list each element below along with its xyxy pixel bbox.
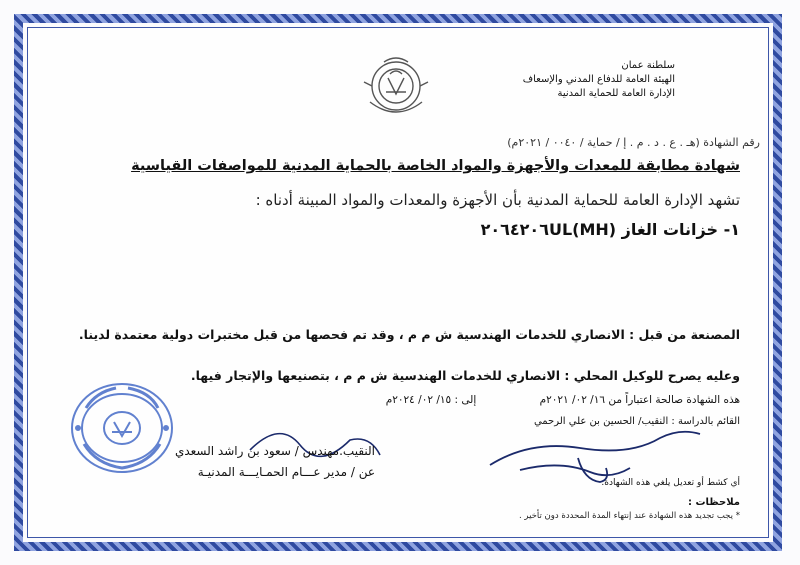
- official-round-stamp-icon: [66, 378, 178, 478]
- agent-statement: وعليه يصرح للوكيل المحلي : الانصاري للخدمات الهندسية ش م م ، بتصنيعها والإتجار فيها.: [190, 368, 740, 383]
- manufacturer-statement: المصنعة من قبل : الانصاري للخدمات الهندسية ش م م ، وقد تم فحصها من قبل مختبرات دولية معتمدة لدينا.: [78, 327, 740, 342]
- certified-item: ١- خزانات الغاز (٢٠٦٤٢٠٦UL(MH: [480, 220, 740, 239]
- signatory-name: النقيب.مهندس / سعود بن راشد السعدي: [174, 444, 375, 458]
- study-by: القائم بالدراسة : النقيب/ الحسين بن علي الرحمي: [533, 416, 740, 427]
- civil-defense-emblem-icon: [350, 52, 442, 124]
- signature-flourish: [240, 410, 390, 470]
- certificate-intro: تشهد الإدارة العامة للحماية المدنية بأن الأجهزة والمعدات والمواد المبينة أدناه :: [255, 191, 740, 209]
- org-line-3: الإدارة العامة للحماية المدنية: [557, 88, 675, 99]
- certificate-number: رقم الشهادة (هـ . ع . د . م . إ / حماية / ٠٠٤٠ / ٢٠٢١م): [507, 136, 760, 149]
- validity-period: [386, 394, 740, 406]
- remarks-title: ملاحظات :: [687, 497, 740, 508]
- validity-to: إلى : ١٥/ ٠٢/ ٢٠٢٤م: [385, 394, 477, 406]
- signatory-position: عن / مدير عـــام الحمـايـــة المدنيـة: [197, 465, 375, 479]
- tamper-note: أي كشط أو تعديل يلغي هذه الشهادة.: [601, 478, 740, 488]
- org-line-1: سلطنة عمان: [621, 60, 675, 71]
- org-line-2: الهيئة العامة للدفاع المدني والإسعاف: [522, 74, 675, 85]
- remark-item: * يجب تجديد هذه الشهادة عند إنتهاء المدة المحددة دون تأخير .: [518, 511, 740, 521]
- validity-from: هذه الشهادة صالحة اعتباراً من ١٦/ ٠٢/ ٢٠٢١م: [539, 394, 740, 406]
- certificate-title: شهادة مطابقة للمعدات والأجهزة والمواد الخاصة بالحماية المدنية للمواصفات القياسية: [131, 158, 740, 174]
